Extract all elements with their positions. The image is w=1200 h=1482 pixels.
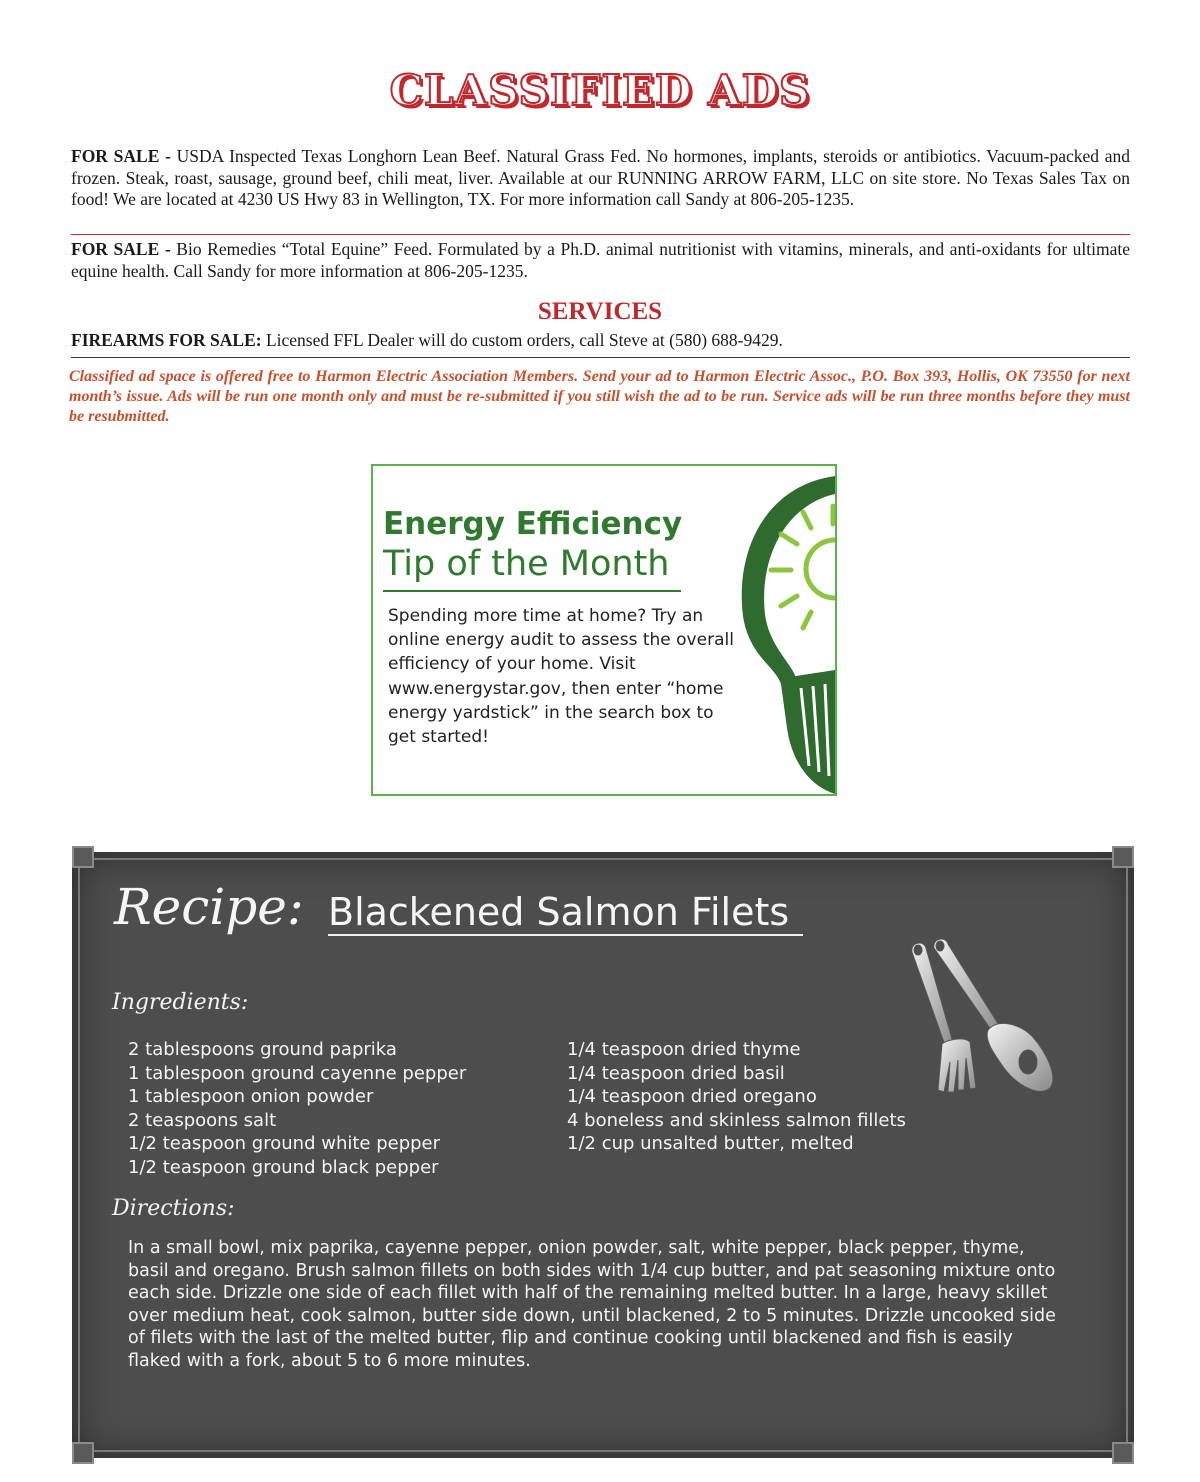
ingredient-item: 2 teaspoons salt — [128, 1109, 277, 1131]
ingredient-item: 1 tablespoon onion powder — [128, 1086, 374, 1107]
ingredient-item: 2 tablespoons ground paprika — [128, 1039, 397, 1060]
ad-label: FIREARMS FOR SALE: — [71, 330, 262, 350]
ingredients-list-left — [128, 1038, 466, 1179]
classified-ad-feed — [71, 239, 1130, 282]
tip-body: Spending more time at home? Try an online energy audit to assess the overall efficiency of your home. Visit www.energystar.gov, then enter “home energy yardstick” in the search box to get started! — [388, 606, 734, 748]
ingredient-item: 1/2 teaspoon ground black pepper — [128, 1156, 439, 1178]
ingredient-item: 1/4 teaspoon dried thyme — [567, 1039, 801, 1060]
ad-label: FOR SALE - — [71, 146, 171, 166]
board-corner — [1112, 1442, 1134, 1464]
ingredient-item: 1 tablespoon ground cayenne pepper — [128, 1062, 467, 1084]
tip-subheading: Tip of the Month — [383, 544, 670, 584]
recipe-title: Blackened Salmon Filets — [328, 890, 803, 936]
ad-label: FOR SALE - — [71, 239, 171, 259]
ad-text: Licensed FFL Dealer will do custom orders, call Steve at (580) 688-9429. — [261, 330, 783, 350]
ad-text: Bio Remedies “Total Equine” Feed. Formulated by a Ph.D. animal nutritionist with vitamins, minerals, and anti-oxidants for ultimate equine health. Call Sandy for more information at 806-205-1235. — [71, 239, 1130, 281]
ingredient-item: 1/2 cup unsalted butter, melted — [567, 1133, 854, 1154]
ingredient-item: 4 boneless and skinless salmon fillets — [567, 1109, 906, 1131]
services-heading: SERVICES — [537, 298, 663, 325]
ad-divider — [71, 234, 1130, 235]
services-divider — [71, 357, 1130, 358]
fork-and-spatula-icon — [908, 938, 1068, 1118]
ingredients-heading: Ingredients: — [112, 990, 249, 1015]
tip-heading: Energy Efficiency — [383, 506, 683, 542]
ad-text: USDA Inspected Texas Longhorn Lean Beef. Natural Grass Fed. No hormones, implants, steroids or antibiotics. Vacuum-packed and frozen. Steak, roast, sausage, ground beef, chili meat, liver. Available at our RUNNING ARROW FARM, LLC on site store. No Texas Sales Tax on food! We are located at 4230 US Hwy 83 in Wellington, TX. For more information call Sandy at 806-205-1235. — [71, 146, 1130, 209]
directions-text: In a small bowl, mix paprika, cayenne pepper, onion powder, salt, white pepper, black pepper, thyme, basil and oregano. Brush salmon fillets on both sides with 1/4 cup butter, and pat seasoning mixture onto each side. Drizzle one side of each fillet with half of the remaining melted butter. In a large, heavy skillet over medium heat, cook salmon, butter side down, until blackened, 2 to 5 minutes. Drizzle uncooked side of filets with the last of the melted butter, flip and continue cooking until blackened and fish is easily flaked with a fork, about 5 to 6 more minutes. — [128, 1238, 1056, 1371]
classified-notice: Classified ad space is offered free to Harmon Electric Association Members. Send your ad to Harmon Electric Assoc., P.O. Box 393, Hollis, OK 73550 for next month’s issue. Ads will be run one month only and must be re-submitted if you still wish the ad to be run. Service ads will be run three months before they must be resubmitted. — [69, 368, 1130, 425]
board-corner — [1112, 846, 1134, 868]
classified-ad-beef — [71, 146, 1130, 211]
energy-tip-box — [371, 464, 837, 796]
board-corner — [72, 1442, 94, 1464]
ingredient-item: 1/4 teaspoon dried basil — [567, 1062, 785, 1084]
ingredients-list-right — [567, 1038, 906, 1156]
directions-heading: Directions: — [112, 1196, 235, 1221]
service-ad-firearms — [71, 330, 1130, 352]
page-title: CLASSIFIED ADS — [389, 66, 811, 115]
tip-underline — [383, 590, 681, 592]
recipe-label: Recipe: — [114, 878, 304, 936]
board-corner — [72, 846, 94, 868]
ingredient-item: 1/4 teaspoon dried oregano — [567, 1086, 817, 1107]
ingredient-item: 1/2 teaspoon ground white pepper — [128, 1133, 441, 1154]
